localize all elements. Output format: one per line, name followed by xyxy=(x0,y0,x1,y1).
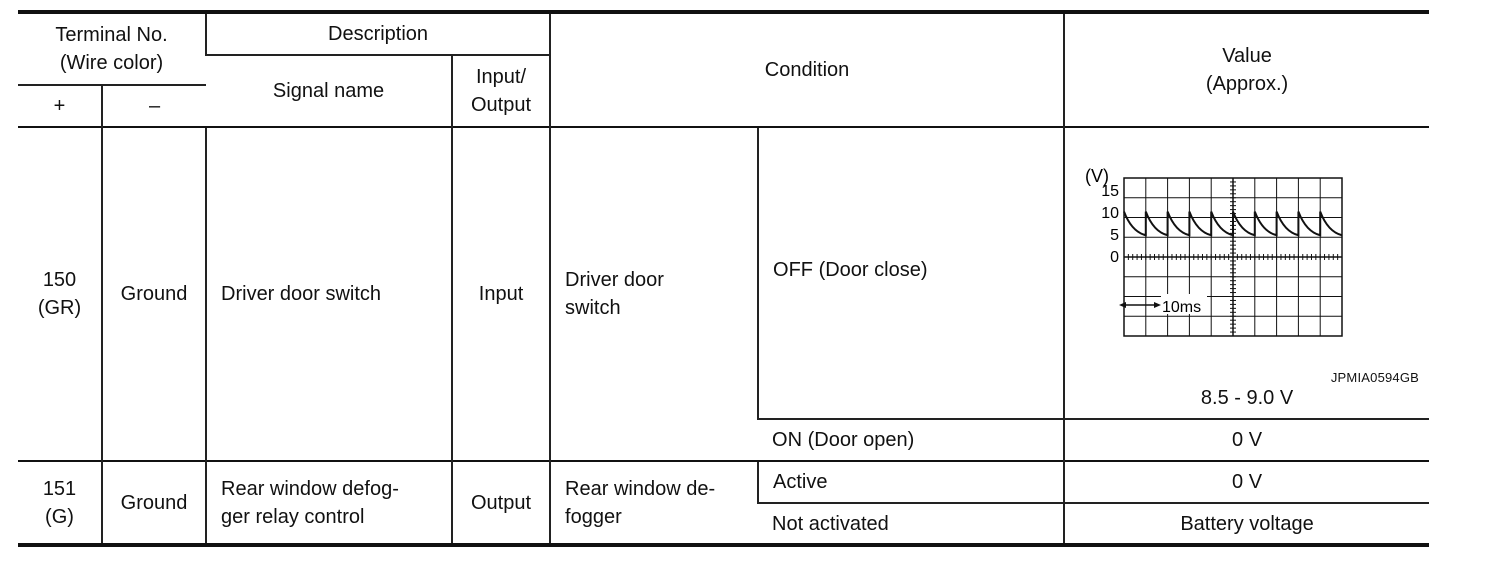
oscilloscope-grid xyxy=(1124,178,1342,336)
condition-group-line: Rear window de- xyxy=(565,477,716,500)
ground-cell: Ground xyxy=(102,127,206,461)
signal-name-line: Rear window defog- xyxy=(221,477,399,500)
condition-group-line: switch xyxy=(565,297,621,319)
signal-name-cell: Driver door switch xyxy=(206,127,452,461)
terminal-no-header xyxy=(18,12,206,85)
terminal-table xyxy=(18,10,1429,547)
terminal-number: 150 xyxy=(42,269,77,291)
input-label: Input/ xyxy=(476,66,527,88)
value-header xyxy=(1064,12,1429,127)
signal-name-line: ger relay control xyxy=(221,505,365,528)
y-tick-label: 10 xyxy=(1101,205,1120,222)
y-tick-label: 0 xyxy=(1110,249,1120,266)
figure-id: JPMIA0594GB xyxy=(1330,370,1420,385)
y-tick-label: 5 xyxy=(1110,227,1120,244)
plus-header: + xyxy=(18,85,102,127)
waveform-trace xyxy=(1124,212,1342,236)
output-label: Output xyxy=(471,94,532,116)
terminal-number: 151 xyxy=(42,477,77,500)
condition-state-cell: Not activated xyxy=(758,503,1064,545)
condition-group-cell xyxy=(550,461,758,545)
time-scale-marker xyxy=(1119,294,1207,316)
oscilloscope-chart xyxy=(1083,164,1383,344)
terminal-cell xyxy=(18,127,102,461)
wire-color: (GR) xyxy=(37,297,82,319)
time-scale-label: 10ms xyxy=(1162,299,1202,316)
condition-group-line: fogger xyxy=(565,505,622,528)
value-cell: 0 V xyxy=(1064,419,1429,461)
wire-color: (G) xyxy=(45,505,74,528)
terminal-cell xyxy=(18,461,102,545)
value-cell: Battery voltage xyxy=(1064,503,1429,545)
condition-state-cell: OFF (Door close) xyxy=(758,127,1064,419)
description-header: Description xyxy=(206,12,550,55)
wire-color-label: (Wire color) xyxy=(59,52,164,74)
input-output-header xyxy=(452,55,550,127)
y-tick-label: 15 xyxy=(1101,183,1120,200)
condition-group-cell xyxy=(550,127,758,461)
ground-cell: Ground xyxy=(102,461,206,545)
signal-name-cell xyxy=(206,461,452,545)
condition-state-cell: Active xyxy=(758,461,1064,503)
condition-state-cell: ON (Door open) xyxy=(758,419,1064,461)
io-cell: Input xyxy=(452,127,550,461)
waveform-figure xyxy=(1065,128,1429,418)
value-cell: 0 V xyxy=(1064,461,1429,503)
signal-name-header: Signal name xyxy=(272,80,385,102)
value-cell: 8.5 - 9.0 V xyxy=(1200,387,1294,409)
y-unit-label: (V) xyxy=(1085,166,1110,186)
condition-header: Condition xyxy=(550,12,1064,127)
minus-header: – xyxy=(102,85,206,127)
io-cell: Output xyxy=(452,461,550,545)
waveform-cell xyxy=(1064,127,1429,419)
approx-label: (Approx.) xyxy=(1205,73,1289,95)
condition-group-line: Driver door xyxy=(565,269,664,291)
value-label: Value xyxy=(1222,45,1272,67)
terminal-no-label: Terminal No. xyxy=(55,24,168,46)
